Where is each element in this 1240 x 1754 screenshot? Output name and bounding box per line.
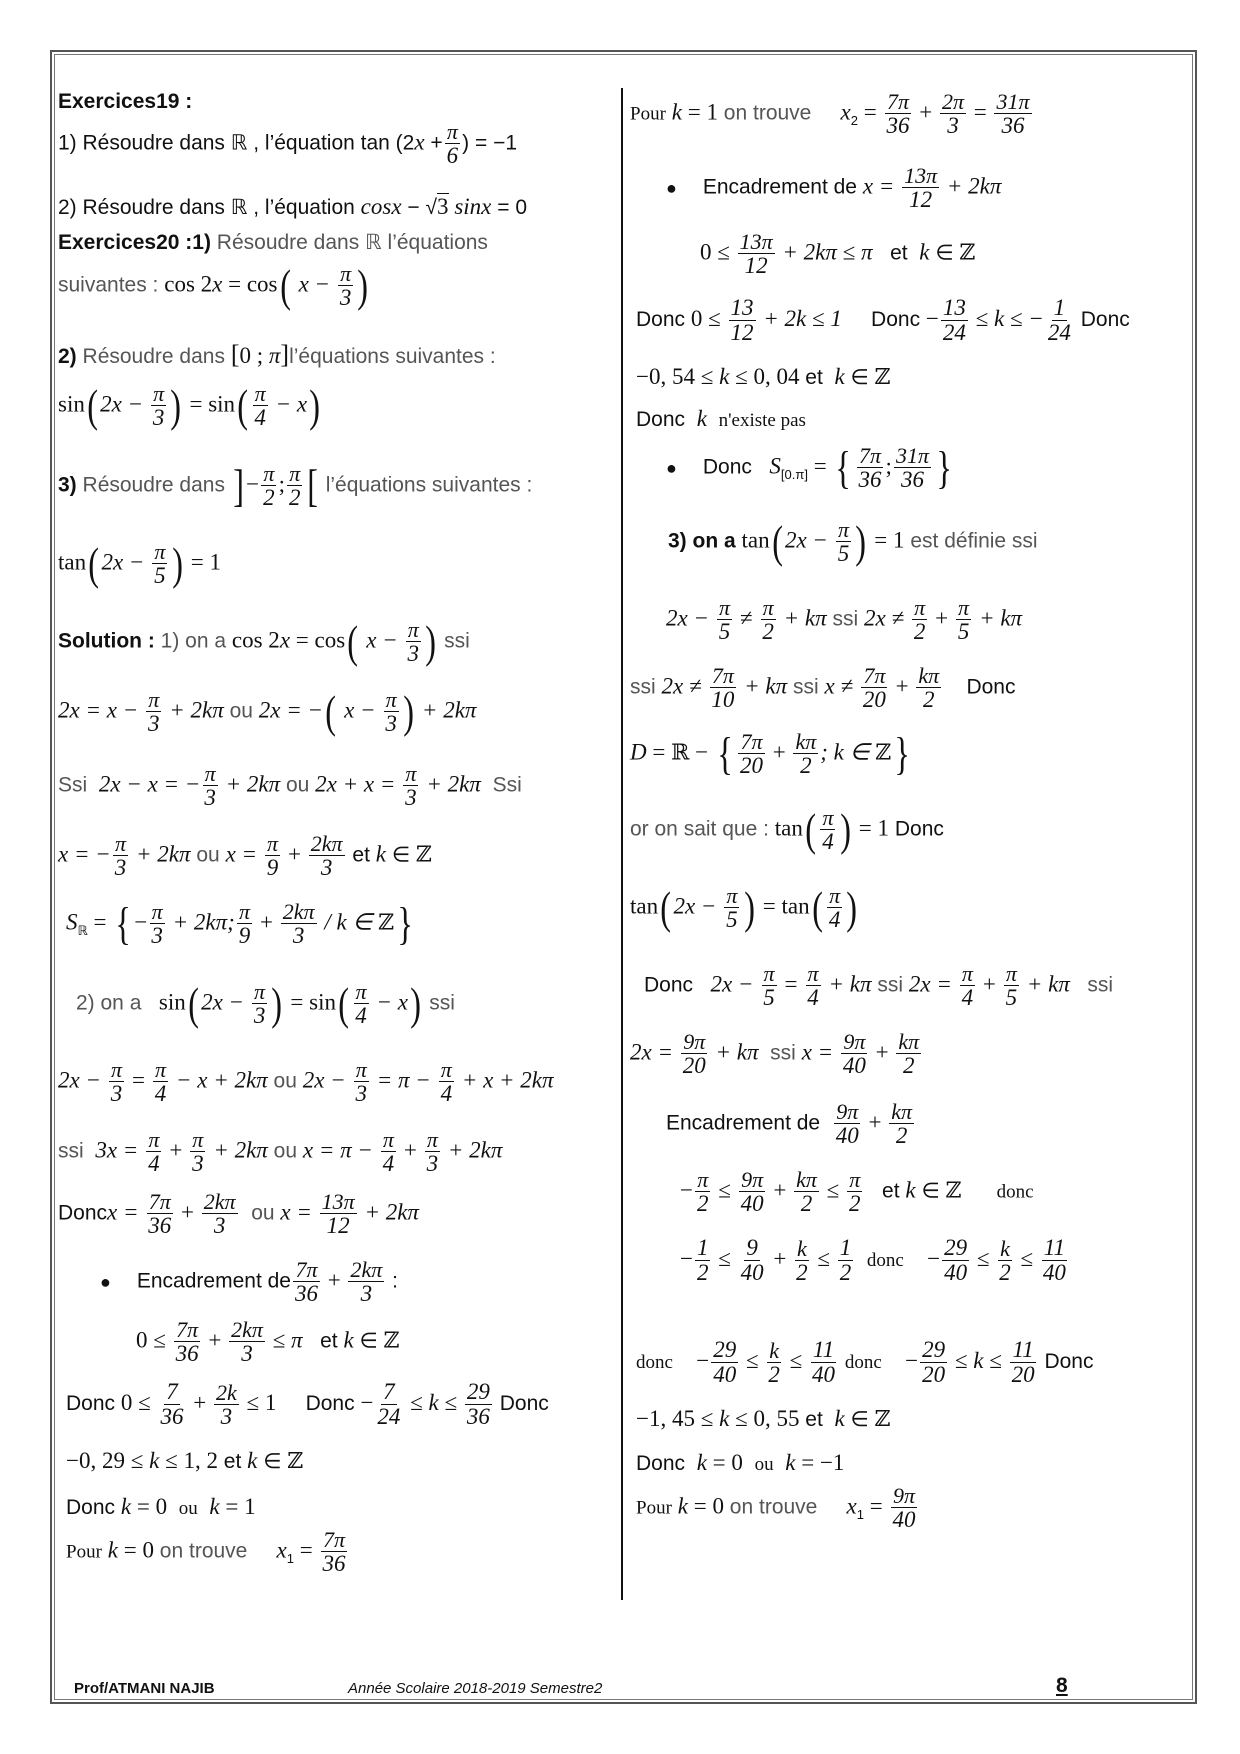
- encadrement-1-ineq: 0 ≤ $\frac{7\pi}{36}$ + $\frac{2k\pi}{3}$ ≤ π et k ∈ ℤ: [136, 1317, 400, 1367]
- solution-2-line4: Doncx = $\frac{7\pi}{36}$ + $\frac{2k\pi}{3}$ ou x = $\frac{13\pi}{12}$ + 2kπ: [58, 1189, 419, 1239]
- encadrement-3-donc: donc − $\frac{29}{40}$ ≤ $\frac{k}{2}$ ≤ $\frac{11}{40}$ donc − $\frac{29}{20}$ ≤ k ≤ $\frac{11}{20}$ Donc: [636, 1337, 1094, 1388]
- solution-set-2: ● Donc $S_{[0.\pi]}$ = { $\frac{7\pi}{36}$ ; $\frac{31\pi}{36}$ }: [666, 442, 952, 494]
- solution-set1: $S_ℝ$ = { − $\frac{\pi}{3}$ + 2kπ; $\frac{\pi}{9}$ + $\frac{2k\pi}{3}$ / k ∈ ℤ}: [66, 898, 414, 950]
- page-number: 8: [1056, 1674, 1068, 1697]
- exercise20-eq3: tan(2x − $\frac{\pi}{5}$ ) = 1: [58, 538, 221, 590]
- solution-2-line1: 2) on a sin(2x − $\frac{\pi}{3}$ ) = sin( $\frac{\pi}{4}$ − x) ssi: [76, 978, 455, 1030]
- right-result-x1: Pour k = 0 on trouve $x_1$ = $\frac{9\pi}{40}$: [636, 1483, 916, 1533]
- solution-2-line2: 2x − $\frac{\pi}{3}$ = $\frac{\pi}{4}$ − x + 2kπ ou 2x − $\frac{\pi}{3}$ = π − $\frac{\pi}{4}$ + x + 2kπ: [58, 1057, 554, 1107]
- encadrement-1-k-values: Donc k = 0 ou k = 1: [66, 1494, 256, 1519]
- exercise20-eq1: suivantes : cos 2x = cos( x − $\frac{\pi}{3}$ ): [58, 260, 369, 312]
- solution-3-line2: 2x − $\frac{\pi}{5}$ ≠ $\frac{\pi}{2}$ + kπ ssi 2x ≠ $\frac{\pi}{2}$ + $\frac{\pi}{5}$ + kπ: [666, 595, 1023, 645]
- exercise20-q2: 2) Résoudre dans [0 ; π]l’équations suivantes :: [58, 340, 496, 369]
- encadrement-1: ● Encadrement de $\frac{7\pi}{36}$ + $\frac{2k\pi}{3}$ :: [100, 1257, 398, 1307]
- exercise20-eq2: sin(2x − $\frac{\pi}{3}$ ) = sin( $\frac{\pi}{4}$ − x): [58, 380, 321, 432]
- exercise19-title: Exercices19 :: [58, 90, 193, 113]
- left-result-x1: Pour k = 0 on trouve $x_1$ = $\frac{7\pi}{36}$: [66, 1527, 346, 1577]
- encadrement-1-donc: Donc 0 ≤ $\frac{7}{36}$ + $\frac{2k}{3}$ ≤ 1 Donc − $\frac{7}{24}$ ≤ k ≤ $\frac{29}{36}$ Donc: [66, 1379, 549, 1430]
- encadrement-2: ● Encadrement de x = $\frac{13\pi}{12}$ + 2kπ: [666, 163, 1002, 213]
- solution-2-line3: ssi 3x = $\frac{\pi}{4}$ + $\frac{\pi}{3}$ + 2kπ ou x = π − $\frac{\pi}{4}$ + $\frac{\pi}{3}$ + 2kπ: [58, 1127, 503, 1177]
- solution-line2: 2x = x − $\frac{\pi}{3}$ + 2kπ ou 2x = −( x − $\frac{\pi}{3}$ ) + 2kπ: [58, 686, 477, 738]
- exercise19-q2: 2) Résoudre dans ℝ , l’équation cosx − √3 sinx = 0: [58, 194, 528, 219]
- exercise20-q3: 3) Résoudre dans ]− $\frac{\pi}{2}$ ; $\frac{\pi}{2}$ [ l’équations suivantes :: [58, 460, 533, 512]
- encadrement-2-donc: Donc 0 ≤ $\frac{13}{12}$ + 2k ≤ 1 Donc − $\frac{13}{24}$ ≤ k ≤ − $\frac{1}{24}$ Donc: [636, 295, 1130, 346]
- solution-line1: Solution : 1) on a cos 2x = cos( x − $\frac{\pi}{3}$ ) ssi: [58, 616, 470, 668]
- encadrement-3: Encadrement de $\frac{9\pi}{40}$ + $\frac{k\pi}{2}$: [666, 1099, 913, 1149]
- exercise20-q1: Exercices20 :1) Résoudre dans ℝ l’équations: [58, 231, 488, 254]
- solution-line4: x = − $\frac{\pi}{3}$ + 2kπ ou x = $\frac{\pi}{9}$ + $\frac{2k\pi}{3}$ et k ∈ ℤ: [58, 831, 433, 881]
- exercise19-q1: 1) Résoudre dans ℝ , l’équation tan (2x + $\frac{\pi}{6}$ ) = −1: [58, 119, 518, 169]
- encadrement-2-range: −0, 54 ≤ k ≤ 0, 04 et k ∈ ℤ: [636, 364, 891, 390]
- tan-equality: tan(2x − $\frac{\pi}{5}$ ) = tan( $\frac{\pi}{4}$ ): [630, 882, 858, 934]
- encadrement-3-ineq: − $\frac{\pi}{2}$ ≤ $\frac{9\pi}{40}$ + $\frac{k\pi}{2}$ ≤ $\frac{\pi}{2}$ et k ∈ ℤ donc: [680, 1167, 1034, 1217]
- solution-3-line3: ssi 2x ≠ $\frac{7\pi}{10}$ + kπ ssi x ≠ $\frac{7\pi}{20}$ + $\frac{k\pi}{2}$ Donc: [630, 663, 1016, 713]
- domain-set: D = ℝ − { $\frac{7\pi}{20}$ + $\frac{k\pi}{2}$ ; k ∈ ℤ}: [630, 728, 911, 780]
- encadrement-3-range: −1, 45 ≤ k ≤ 0, 55 et k ∈ ℤ: [636, 1406, 891, 1432]
- encadrement-1-range: −0, 29 ≤ k ≤ 1, 2 et k ∈ ℤ: [66, 1448, 304, 1474]
- solution-line3: Ssi 2x − x = − $\frac{\pi}{3}$ + 2kπ ou 2x + x = $\frac{\pi}{3}$ + 2kπ Ssi: [58, 761, 522, 811]
- known-tan: or on sait que : tan( $\frac{\pi}{4}$ ) = 1 Donc: [630, 804, 944, 856]
- solution-3-line1: 3) on a tan(2x − $\frac{\pi}{5}$ ) = 1 est définie ssi: [668, 516, 1038, 568]
- encadrement-3-ineq2: − $\frac{1}{2}$ ≤ $\frac{9}{40}$ + $\frac{k}{2}$ ≤ $\frac{1}{2}$ donc − $\frac{29}{40}$ ≤ $\frac{k}{2}$ ≤ $\frac{11}{40}$: [680, 1235, 1066, 1286]
- k-not-exist: Donc k n'existe pas: [636, 406, 806, 431]
- solution-3-line5: 2x = $\frac{9\pi}{20}$ + kπ ssi x = $\frac{9\pi}{40}$ + $\frac{k\pi}{2}$: [630, 1029, 920, 1079]
- solution-3-line4: Donc 2x − $\frac{\pi}{5}$ = $\frac{\pi}{4}$ + kπ ssi 2x = $\frac{\pi}{4}$ + $\frac{\pi}{5}$ + kπ ssi: [644, 961, 1114, 1011]
- encadrement-3-k-values: Donc k = 0 ou k = −1: [636, 1450, 845, 1475]
- footer-year: Année Scolaire 2018-2019 Semestre2: [348, 1680, 603, 1697]
- column-divider: [621, 88, 623, 1600]
- right-result-x2: Pour k = 1 on trouve $x_2$ = $\frac{7\pi}{36}$ + $\frac{2\pi}{3}$ = $\frac{31\pi}{36}$: [630, 89, 1030, 139]
- encadrement-2-ineq: 0 ≤ $\frac{13\pi}{12}$ + 2kπ ≤ π et k ∈ ℤ: [700, 229, 976, 279]
- footer-author: Prof/ATMANI NAJIB: [74, 1680, 215, 1697]
